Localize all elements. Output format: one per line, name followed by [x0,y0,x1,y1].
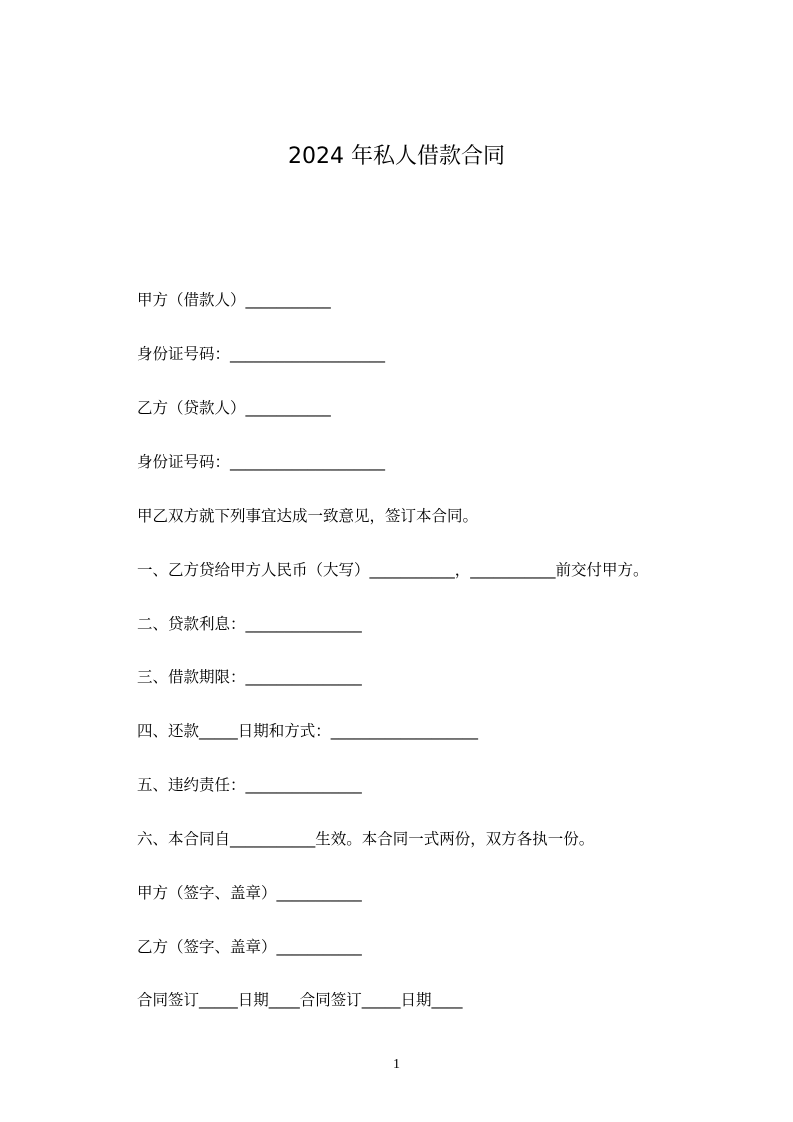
borrower-id-line: 身份证号码：____________________ [137,345,386,363]
clause-2-interest: 二、贷款利息：_______________ [137,615,362,633]
borrower-line: 甲方（借款人）___________ [137,291,331,309]
agreement-intro: 甲乙双方就下列事宜达成一致意见，签订本合同。 [137,507,479,525]
clause-4-repayment: 四、还款_____日期和方式：___________________ [137,722,479,740]
lender-line: 乙方（贷款人）___________ [137,399,331,417]
clause-1-loan-amount: 一、乙方贷给甲方人民币（大写）___________，___________前交付甲方。 [137,561,649,579]
signing-date-line: 合同签订_____日期____合同签订_____日期____ [137,991,463,1009]
party-b-signature-line: 乙方（签字、盖章）___________ [137,938,362,956]
clause-3-term: 三、借款期限：_______________ [137,668,362,686]
clause-6-effective: 六、本合同自___________生效。本合同一式两份，双方各执一份。 [137,830,595,848]
page-number: 1 [393,1057,400,1072]
document-title: 2024 年私人借款合同 [288,144,505,169]
clause-5-liability: 五、违约责任：_______________ [137,776,362,794]
party-a-signature-line: 甲方（签字、盖章）___________ [137,884,362,902]
lender-id-line: 身份证号码：____________________ [137,453,386,471]
